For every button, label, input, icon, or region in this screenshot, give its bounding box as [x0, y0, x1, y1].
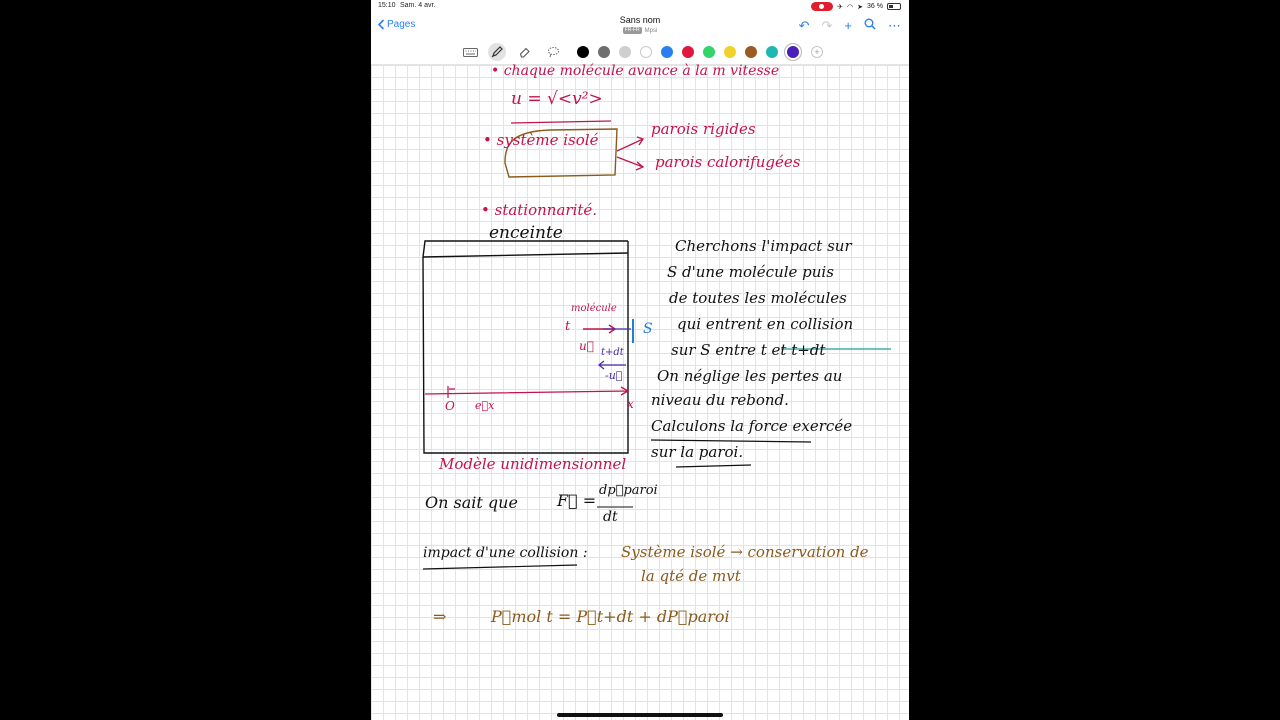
note-momentum-equation: P⃗mol t = P⃗t+dt + dP⃗paroi: [491, 607, 730, 626]
note-compute-line-1: Calculons la force exercée: [651, 417, 853, 435]
status-date: Sam. 4 avr.: [400, 2, 436, 9]
note-momentum-quantity: la qté de mvt: [641, 567, 741, 585]
nav-bar: [371, 12, 909, 40]
note-rigid-walls: parois rigides: [651, 120, 756, 138]
nav-actions: [799, 18, 901, 32]
note-isolated-system: • système isolé: [483, 131, 599, 149]
note-para-line-1: Cherchons l'impact sur: [675, 237, 852, 255]
color-swatch-black[interactable]: [577, 46, 589, 58]
drawing-toolbar: [371, 40, 909, 65]
note-impact-heading: impact d'une collision :: [423, 545, 588, 561]
diagram-origin: O: [445, 399, 455, 413]
color-swatch-purple[interactable]: [787, 46, 799, 58]
airplane-icon: ✈: [837, 3, 844, 11]
notebook-name: Mpsi: [644, 27, 658, 34]
color-swatch-yellow[interactable]: [724, 46, 736, 58]
pen-icon[interactable]: [488, 43, 506, 61]
diagram-neg-u-vector: -u⃗: [605, 369, 623, 382]
note-neglect-line-2: niveau du rebond.: [651, 391, 789, 409]
color-swatch-light-gray[interactable]: [619, 46, 631, 58]
note-dt-denominator: dt: [603, 509, 618, 525]
color-swatch-teal[interactable]: [766, 46, 778, 58]
note-insulated-walls: parois calorifugées: [655, 153, 801, 171]
location-icon: ➤: [857, 3, 864, 11]
note-one-dimensional-model: Modèle unidimensionnel: [439, 455, 627, 473]
battery-percent: 36 %: [867, 3, 883, 10]
back-label: Pages: [387, 19, 416, 30]
note-on-sait-que: On sait que: [425, 493, 518, 512]
color-swatch-dark-gray[interactable]: [598, 46, 610, 58]
diagram-time-t-dt: t+dt: [601, 347, 624, 358]
add-page-icon[interactable]: +: [844, 17, 852, 33]
lasso-icon[interactable]: [544, 43, 562, 61]
color-swatch-green[interactable]: [703, 46, 715, 58]
status-right: [811, 2, 901, 11]
note-para-line-5: sur S entre t et t+dt: [671, 341, 826, 359]
note-neglect-line-1: On néglige les pertes au: [657, 367, 843, 385]
more-options-icon[interactable]: ⋯: [888, 17, 901, 33]
note-force-vector: F⃗ =: [557, 491, 597, 510]
diagram-x-axis-label: x: [627, 397, 634, 411]
note-para-line-3: de toutes les molécules: [669, 289, 847, 307]
note-conservation: Système isolé → conservation de: [621, 543, 869, 561]
diagram-enclosure-label: enceinte: [489, 223, 563, 243]
color-swatch-white[interactable]: [640, 46, 652, 58]
note-line-molecule-speed: • chaque molécule avance à la m vitesse: [491, 63, 780, 79]
search-icon[interactable]: [864, 18, 876, 32]
keyboard-icon[interactable]: [461, 43, 479, 61]
note-stationarity: • stationnarité.: [481, 201, 598, 219]
undo-icon[interactable]: ↶: [798, 17, 810, 33]
eraser-icon[interactable]: [516, 43, 534, 61]
ipad-screen: [371, 0, 909, 720]
battery-icon: [887, 3, 901, 10]
color-swatch-blue[interactable]: [661, 46, 673, 58]
color-swatch-red[interactable]: [682, 46, 694, 58]
document-title[interactable]: Sans nom: [619, 15, 661, 25]
notebook-page[interactable]: [371, 65, 909, 720]
screen-recording-icon[interactable]: [811, 2, 833, 11]
color-swatch-brown[interactable]: [745, 46, 757, 58]
home-indicator[interactable]: [557, 713, 723, 717]
note-implies: ⇒: [433, 607, 447, 626]
add-color-button[interactable]: +: [811, 46, 823, 58]
redo-icon[interactable]: ↷: [821, 17, 833, 33]
diagram-ex-vector: e⃗x: [475, 399, 495, 412]
diagram-molecule-label: molécule: [571, 303, 617, 314]
language-badge: FR-FR: [624, 27, 640, 33]
status-time: 15:10: [378, 2, 396, 9]
note-para-line-4: qui entrent en collision: [677, 315, 854, 333]
note-para-line-2: S d'une molécule puis: [667, 263, 834, 281]
note-dp-numerator: dp⃗paroi: [599, 483, 658, 498]
diagram-surface-s: S: [643, 321, 653, 337]
note-compute-line-2: sur la paroi.: [651, 443, 744, 461]
diagram-time-t: t: [565, 319, 571, 334]
wifi-icon: ◠: [847, 3, 854, 11]
status-bar: [371, 0, 909, 12]
diagram-u-vector: u⃗: [579, 339, 594, 353]
note-formula-u: u = √<v²>: [511, 89, 603, 109]
